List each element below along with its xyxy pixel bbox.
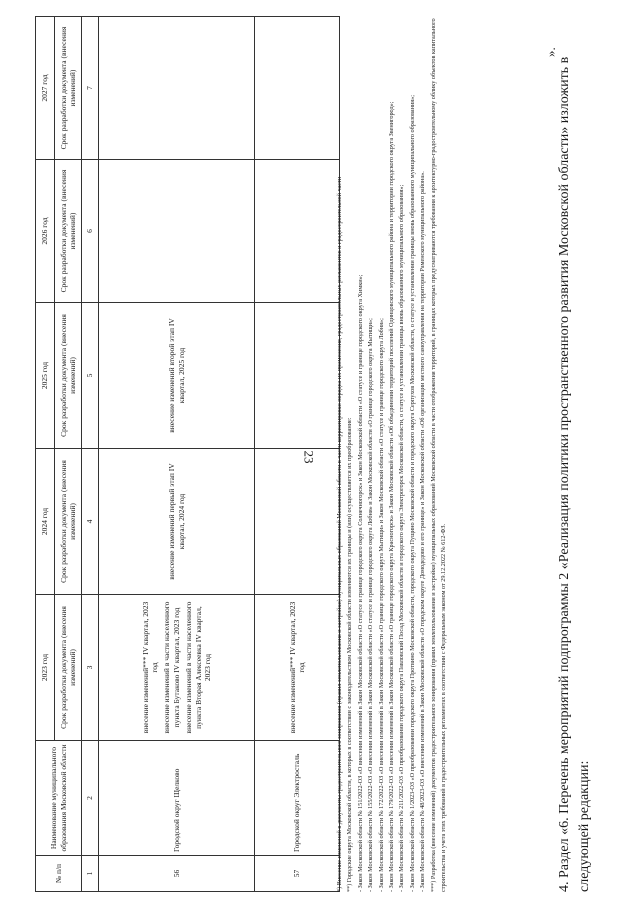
municipality-name: Городской округ Электросталь: [255, 741, 340, 856]
closing-quote: ».: [543, 47, 558, 57]
footnotes: [335, 17, 449, 892]
row-number: 56: [99, 856, 255, 892]
index-cell: 7: [82, 17, 99, 160]
cell-2023-item: внесение изменений*** IV квартал, 2023 год: [287, 601, 306, 734]
header-sub: Срок разработки документа (внесения изменений): [55, 595, 82, 741]
footnote: - Закон Московской области № 211/2022-ОЗ «О преобразовании городского округа Павловский Посад Московской области и городского округа Электрогорск Московской области, о статусе и установлении границы вновь образованного муниципального образования»;: [398, 184, 406, 892]
index-cell: 6: [82, 160, 99, 303]
row-number: 57: [255, 856, 340, 892]
cell-2025: [255, 303, 340, 449]
cell-2025: внесение изменений второй этап IV квартал, 2025 год: [99, 303, 255, 449]
footnote: - Закон Московской области № 48/2023-ОЗ «О внесении изменений в Закон Московской области «О городском округе Домодедово и его границе» и Закон Московской области «Об организации местного самоуправления на территории Раменского муниципального района».: [419, 171, 427, 892]
footnote: - Закон Московской области № 155/2022-ОЗ «О внесении изменений в Закон Московской области «О статусе и границе городского округа Лобня» и Закон Московской области «О границе городского округа Мытищи»;: [367, 318, 375, 892]
cell-2027: [99, 17, 255, 160]
cell-2023-item: внесение изменений*** IV квартал, 2023 год: [140, 601, 160, 734]
header-year: 2027 год: [36, 17, 55, 160]
cell-2024: [255, 449, 340, 595]
header-sub: Срок разработки документа (внесения изменений): [55, 303, 82, 449]
cell-2027: [255, 17, 340, 160]
table-row: [255, 17, 340, 892]
header-sub: Срок разработки документа (внесения изменений): [55, 160, 82, 303]
footnote: - Закон Московской области № 151/2022-ОЗ «О внесении изменений в Закон Московской области «О статусе и границе городского округа Солнечногорск» и Закон Московской области «О статусе и границе городского округа Химки»;: [356, 274, 364, 892]
table-row: [99, 17, 255, 892]
header-year: 2025 год: [36, 303, 55, 449]
header-year: 2024 год: [36, 449, 55, 595]
header-sub: Срок разработки документа (внесения изменений): [55, 449, 82, 595]
municipality-name: Городской округ Щелково: [99, 741, 255, 856]
cell-2023: [255, 595, 340, 741]
index-cell: 3: [82, 595, 99, 741]
header-no: № п/п: [36, 856, 82, 892]
cell-2024: внесение изменений первый этап IV квартал, 2024 год: [99, 449, 255, 595]
index-cell: 1: [82, 856, 99, 892]
cell-2023-item: внесение изменений в части населенного пункта Вторая Алексеевка IV квартал, 2023 год: [184, 601, 212, 734]
cell-2023-item: внесение изменений в части населенного пункта Бутаково IV квартал, 2023 год: [162, 601, 181, 734]
header-year: 2023 год: [36, 595, 55, 741]
header-sub: Срок разработки документа (внесения изменений): [55, 17, 82, 160]
header-year: 2026 год: [36, 160, 55, 303]
cell-2026: [255, 160, 340, 303]
index-cell: 2: [82, 741, 99, 856]
footnote: - Закон Московской области № 1/2023-ОЗ «О преобразовании городского округа Протвино Московской области, городского округа Пущино Московской области и городского округа Серпухов Московской области, о статусе и установлении границы вновь образованного муниципального образования»;: [408, 95, 416, 892]
header-name: Наименование муниципального образования Московской области: [36, 741, 82, 856]
section-paragraph: 4. Раздел «6. Перечень мероприятий подпрограммы 2 «Реализация политики пространственного развития Московской области» изложить в следующей редакции:: [557, 56, 592, 892]
page-number: 23: [301, 450, 317, 464]
footnote: *) Внесение изменений в документы градостроительного зонирования (правил землепользования и застройки) муниципальных образований Московской области в части корректировки порядка их применения, градостроительных регламентов и градостроительной части: [336, 176, 343, 892]
footnote: - Закон Московской области № 179/2022-ОЗ «О внесении изменений в Закон Московской области «О границе городского округа Красногорск» и Закон Московской области «Об объединении территорий поселений Одинцовского муниципального района и территории городского округа Звенигород»;: [388, 101, 396, 892]
index-cell: 5: [82, 303, 99, 449]
footnote: **) Городские округа Московской области, в которых в соответствии с законодательством Московской области изменяются их границы и (или) осуществляется их преобразование:: [346, 417, 354, 892]
footnote: - Закон Московской области № 172/2022-ОЗ «О внесении изменений в Закон Московской области «О границе городского округа Мытищи» и Закон Московской области «О статусе и границе городского округа Лобня»;: [377, 318, 385, 892]
cell-2026: [99, 160, 255, 303]
rotated-page-content: [5, 12, 625, 892]
index-cell: 4: [82, 449, 99, 595]
plan-table: [35, 16, 340, 892]
cell-2023: [99, 595, 255, 741]
footnote: ***) Разработка (внесение изменений) документов градостроительного зонирования (правил землепользования и застройки) муниципальных образований Московской области в части отображения территорий, в границах которых предусматриваются требования к архитектурно-градостроительному облику объектов капитального строительства и учета этих требований в градостроительных регламентах в соответствии с Федеральным законом от 29.12.2022 № 612-ФЗ.: [429, 18, 448, 892]
